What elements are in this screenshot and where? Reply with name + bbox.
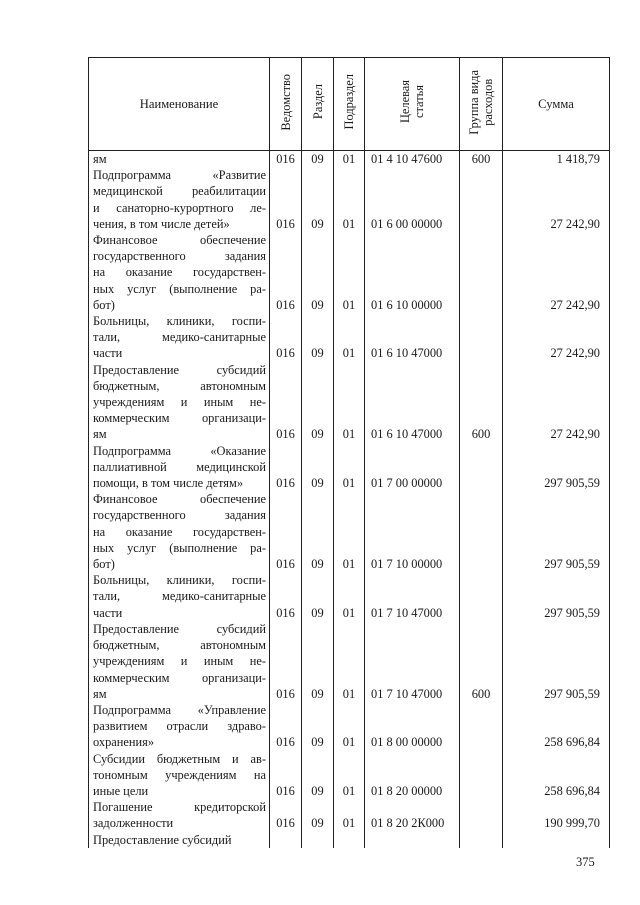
- row-podrazdel: 01: [334, 799, 365, 831]
- row-celevaya: 01 6 00 00000: [365, 167, 460, 232]
- row-name-line: Предоставление субсидий: [93, 362, 266, 377]
- header-celevaya-label: [398, 80, 426, 123]
- row-ved: 016: [270, 362, 302, 443]
- row-name-line: ям: [93, 427, 107, 442]
- row-podrazdel: 01: [334, 702, 365, 751]
- table-row: [89, 151, 610, 168]
- row-ved: 016: [270, 751, 302, 800]
- row-name-line: Предоставление субсидий: [93, 621, 266, 636]
- row-name-line: коммерческим организаци-: [93, 411, 266, 426]
- budget-table: [88, 57, 610, 848]
- page-number: 375: [576, 855, 595, 869]
- row-ved: 016: [270, 491, 302, 572]
- header-razdel: [302, 58, 334, 151]
- header-celevaya-line-1: Целевая: [398, 80, 412, 124]
- row-gruppa: [460, 232, 503, 313]
- row-podrazdel: 01: [334, 572, 365, 621]
- row-ved: [270, 832, 302, 848]
- row-razdel: 09: [302, 167, 334, 232]
- row-celevaya: 01 8 20 00000: [365, 751, 460, 800]
- table-row: [89, 572, 610, 621]
- row-name-line: Больницы, клиники, госпи-: [93, 314, 266, 329]
- row-name-line: Больницы, клиники, госпи-: [93, 573, 266, 588]
- row-name-line: части: [93, 605, 123, 620]
- row-celevaya: [365, 832, 460, 848]
- row-name: [89, 751, 270, 800]
- row-summa: 258 696,84: [503, 751, 610, 800]
- row-name: [89, 621, 270, 702]
- header-ved: [270, 58, 302, 151]
- row-name: [89, 232, 270, 313]
- header-gruppa-label: [467, 70, 495, 135]
- row-celevaya: 01 7 00 00000: [365, 443, 460, 492]
- row-ved: 016: [270, 167, 302, 232]
- header-celevaya-line-2: статья: [412, 85, 426, 119]
- row-gruppa: [460, 799, 503, 831]
- row-celevaya: 01 6 10 47000: [365, 313, 460, 362]
- row-ved: 016: [270, 443, 302, 492]
- row-gruppa: [460, 832, 503, 848]
- row-name-line: на оказание государствен-: [93, 265, 266, 280]
- row-summa: 190 999,70: [503, 799, 610, 831]
- row-name-line: и санаторно-курортного ле-: [93, 200, 266, 215]
- row-name-line: Субсидии бюджетным и ав-: [93, 751, 266, 766]
- row-ved: 016: [270, 702, 302, 751]
- header-summa: Сумма: [503, 58, 610, 151]
- row-podrazdel: 01: [334, 362, 365, 443]
- row-name: [89, 572, 270, 621]
- row-razdel: [302, 832, 334, 848]
- row-summa: 27 242,90: [503, 232, 610, 313]
- row-name-line: Предоставление субсидий: [93, 832, 232, 847]
- row-name-line: учреждениям и иным не-: [93, 654, 266, 669]
- row-celevaya: 01 7 10 00000: [365, 491, 460, 572]
- row-celevaya: 01 8 20 2К000: [365, 799, 460, 831]
- row-gruppa: [460, 702, 503, 751]
- table-row: [89, 443, 610, 492]
- table-row: [89, 799, 610, 831]
- row-podrazdel: 01: [334, 491, 365, 572]
- row-summa: 1 418,79: [503, 151, 610, 168]
- header-podrazdel-label: Подраздел: [342, 74, 356, 130]
- row-name: [89, 313, 270, 362]
- row-name-line: Финансовое обеспечение: [93, 492, 266, 507]
- row-name-line: учреждениям и иным не-: [93, 395, 266, 410]
- row-summa: 297 905,59: [503, 443, 610, 492]
- row-summa: 297 905,59: [503, 621, 610, 702]
- row-name-line: ям: [93, 686, 107, 701]
- row-name-line: Финансовое обеспечение: [93, 233, 266, 248]
- row-name: [89, 491, 270, 572]
- row-ved: 016: [270, 232, 302, 313]
- row-name-line: коммерческим организаци-: [93, 670, 266, 685]
- row-name-line: Погашение кредиторской: [93, 800, 266, 815]
- row-name-line: Подпрограмма «Оказание: [93, 443, 266, 458]
- row-name: [89, 702, 270, 751]
- row-gruppa: [460, 167, 503, 232]
- header-gruppa-line-1: Группа вида: [467, 69, 481, 135]
- row-podrazdel: 01: [334, 151, 365, 168]
- table-row: [89, 702, 610, 751]
- row-podrazdel: 01: [334, 443, 365, 492]
- row-name-line: ных услуг (выполнение ра-: [93, 281, 266, 296]
- row-name-line: чения, в том числе детей»: [93, 216, 230, 231]
- row-name-line: помощи, в том числе детям»: [93, 476, 244, 491]
- row-gruppa: [460, 491, 503, 572]
- row-summa: 297 905,59: [503, 572, 610, 621]
- row-name-line: бот): [93, 297, 115, 312]
- header-podrazdel: [334, 58, 365, 151]
- row-podrazdel: 01: [334, 621, 365, 702]
- row-summa: 27 242,90: [503, 313, 610, 362]
- row-razdel: 09: [302, 232, 334, 313]
- row-podrazdel: 01: [334, 232, 365, 313]
- row-name-line: задолженности: [93, 816, 174, 831]
- row-name-line: охранения»: [93, 735, 155, 750]
- row-ved: 016: [270, 313, 302, 362]
- row-name: [89, 443, 270, 492]
- row-podrazdel: 01: [334, 313, 365, 362]
- row-celevaya: 01 7 10 47000: [365, 621, 460, 702]
- row-name-line: тали, медико-санитарные: [93, 330, 266, 345]
- row-gruppa: [460, 313, 503, 362]
- row-podrazdel: [334, 832, 365, 848]
- row-name: [89, 362, 270, 443]
- row-gruppa: 600: [460, 151, 503, 168]
- row-name-line: Подпрограмма «Управление: [93, 702, 266, 717]
- row-name-line: бюджетным, автономным: [93, 638, 266, 653]
- row-razdel: 09: [302, 443, 334, 492]
- row-razdel: 09: [302, 751, 334, 800]
- table-header-row: [89, 58, 610, 151]
- table-row: [89, 232, 610, 313]
- row-ved: 016: [270, 621, 302, 702]
- table-row: [89, 313, 610, 362]
- row-razdel: 09: [302, 799, 334, 831]
- row-name: [89, 167, 270, 232]
- table-row: [89, 751, 610, 800]
- row-ved: 016: [270, 572, 302, 621]
- row-celevaya: 01 4 10 47600: [365, 151, 460, 168]
- row-name-line: медицинской реабилитации: [93, 184, 266, 199]
- row-name-line: на оказание государствен-: [93, 524, 266, 539]
- row-celevaya: 01 6 10 00000: [365, 232, 460, 313]
- row-name-line: бюджетным, автономным: [93, 378, 266, 393]
- table-row: [89, 362, 610, 443]
- row-ved: 016: [270, 151, 302, 168]
- header-gruppa-line-2: расходов: [481, 78, 495, 126]
- row-podrazdel: 01: [334, 167, 365, 232]
- row-celevaya: 01 7 10 47000: [365, 572, 460, 621]
- row-ved: 016: [270, 799, 302, 831]
- row-summa: 27 242,90: [503, 362, 610, 443]
- row-summa: 27 242,90: [503, 167, 610, 232]
- row-name-line: государственного задания: [93, 508, 266, 523]
- row-name: [89, 151, 270, 168]
- row-celevaya: 01 6 10 47000: [365, 362, 460, 443]
- row-gruppa: 600: [460, 362, 503, 443]
- header-celevaya: [365, 58, 460, 151]
- row-razdel: 09: [302, 151, 334, 168]
- row-summa: 258 696,84: [503, 702, 610, 751]
- row-name-line: паллиативной медицинской: [93, 459, 266, 474]
- row-name-line: ных услуг (выполнение ра-: [93, 540, 266, 555]
- row-summa: 297 905,59: [503, 491, 610, 572]
- row-name-line: тономным учреждениям на: [93, 767, 266, 782]
- row-razdel: 09: [302, 702, 334, 751]
- header-gruppa: [460, 58, 503, 151]
- row-gruppa: [460, 751, 503, 800]
- row-gruppa: [460, 443, 503, 492]
- row-celevaya: 01 8 00 00000: [365, 702, 460, 751]
- table-row: [89, 491, 610, 572]
- header-name: Наименование: [89, 58, 270, 151]
- row-razdel: 09: [302, 572, 334, 621]
- row-name-line: государственного задания: [93, 249, 266, 264]
- row-razdel: 09: [302, 491, 334, 572]
- row-name-line: части: [93, 346, 123, 361]
- row-name-line: Подпрограмма «Развитие: [93, 168, 266, 183]
- row-name-line: развитием отрасли здраво-: [93, 719, 266, 734]
- header-razdel-label: Раздел: [310, 84, 325, 120]
- table-body: [89, 151, 610, 848]
- row-razdel: 09: [302, 313, 334, 362]
- row-name: [89, 832, 270, 848]
- row-razdel: 09: [302, 362, 334, 443]
- row-name-line: бот): [93, 557, 115, 572]
- header-ved-label: Ведомство: [278, 73, 293, 131]
- table-row: [89, 832, 610, 848]
- row-razdel: 09: [302, 621, 334, 702]
- row-name-line: иные цели: [93, 783, 149, 798]
- row-name-line: ям: [93, 152, 107, 166]
- table-row: [89, 167, 610, 232]
- row-name-line: тали, медико-санитарные: [93, 589, 266, 604]
- row-name: [89, 799, 270, 831]
- row-summa: [503, 832, 610, 848]
- table-row: [89, 621, 610, 702]
- row-podrazdel: 01: [334, 751, 365, 800]
- row-gruppa: 600: [460, 621, 503, 702]
- row-gruppa: [460, 572, 503, 621]
